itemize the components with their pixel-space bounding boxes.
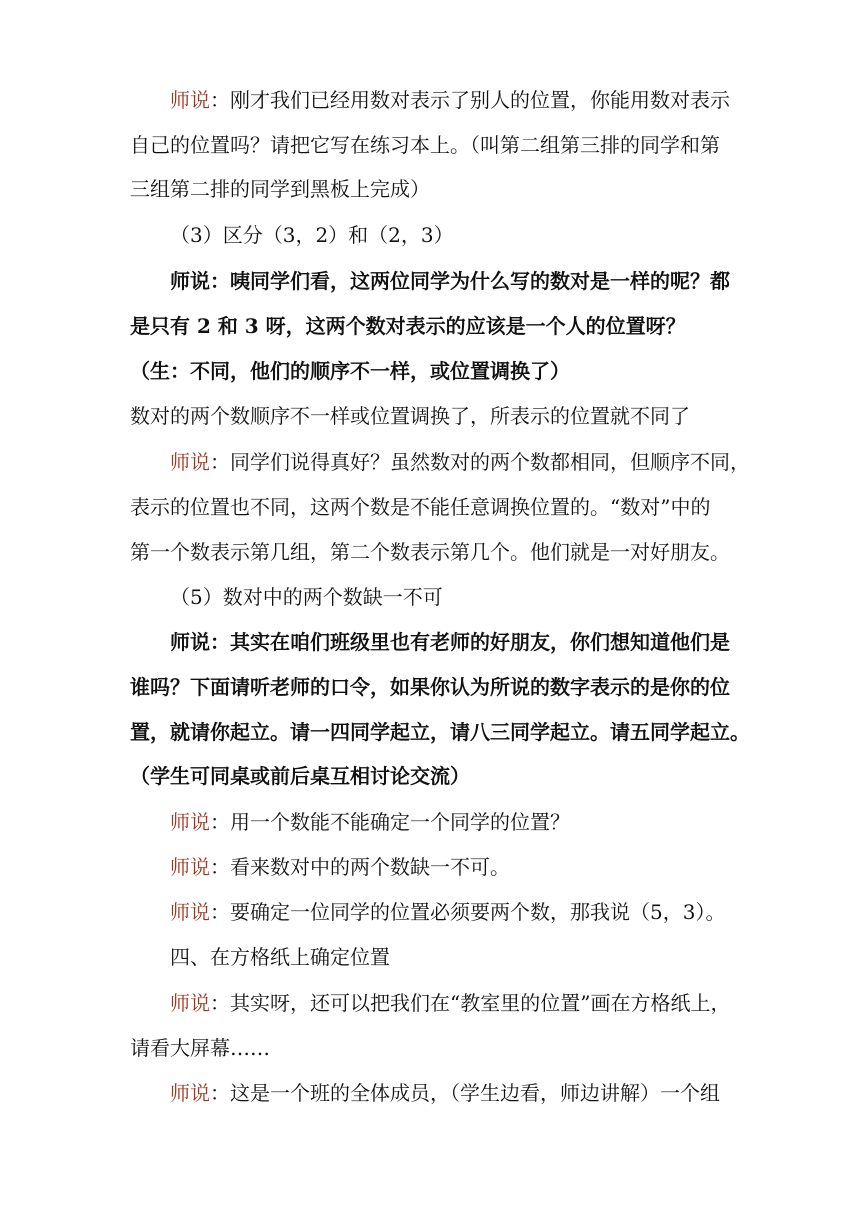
- paragraph-line: [170, 86, 730, 114]
- paragraph-line: 师说：咦同学们看，这两位同学为什么写的数对是一样的呢？都: [170, 269, 730, 293]
- paragraph-line: [170, 853, 510, 881]
- section-heading: （5）数对中的两个数缺一不可: [170, 585, 443, 609]
- paragraph-line: 数对的两个数顺序不一样或位置调换了，所表示的位置就不同了: [130, 404, 690, 428]
- paragraph-line: 是只有 2 和 3 呀，这两个数对表示的应该是一个人的位置呀？: [130, 314, 686, 338]
- paragraph-text: 同学们说得真好？虽然数对的两个数都相同，但顺序不同，: [230, 450, 750, 474]
- colon: ：: [210, 88, 230, 112]
- paragraph-line: 请看大屏幕……: [130, 1036, 270, 1060]
- paragraph-line: [170, 989, 730, 1017]
- colon: ：: [210, 810, 230, 834]
- colon: ：: [210, 450, 230, 474]
- speaker-label: 师说: [170, 1081, 210, 1105]
- paragraph-text: 这是一个班的全体成员，（学生边看，师边讲解）一个组: [230, 1081, 720, 1105]
- colon: ：: [210, 855, 230, 879]
- paragraph-text: 刚才我们已经用数对表示了别人的位置，你能用数对表示: [230, 88, 730, 112]
- paragraph-line: 自己的位置吗？请把它写在练习本上。（叫第二组第三排的同学和第: [130, 133, 720, 157]
- paragraph-line: [170, 808, 570, 836]
- paragraph-text: 要确定一位同学的位置必须要两个数，那我说（5，3）。: [230, 900, 726, 924]
- section-heading: （3）区分（3，2）和（2，3）: [170, 223, 454, 247]
- section-heading: 四、在方格纸上确定位置: [170, 945, 390, 969]
- speaker-label: 师说: [170, 88, 210, 112]
- paragraph-line: 谁吗？下面请听老师的口令，如果你认为所说的数字表示的是你的位: [130, 675, 730, 699]
- paragraph-line: [170, 898, 725, 926]
- speaker-label: 师说: [170, 991, 210, 1015]
- paragraph-line: 师说：其实在咱们班级里也有老师的好朋友，你们想知道他们是: [170, 630, 730, 654]
- colon: ：: [210, 991, 230, 1015]
- paragraph-text: 用一个数能不能确定一个同学的位置？: [230, 810, 570, 834]
- colon: ：: [210, 1081, 230, 1105]
- paragraph-line: （学生可同桌或前后桌互相讨论交流）: [130, 764, 470, 788]
- paragraph-line: 三组第二排的同学到黑板上完成）: [130, 177, 430, 201]
- paragraph-line: [170, 448, 750, 476]
- paragraph-line: 置，就请你起立。请一四同学起立，请八三同学起立。请五同学起立。: [130, 720, 750, 744]
- speaker-label: 师说: [170, 450, 210, 474]
- paragraph-text: 其实呀，还可以把我们在“教室里的位置”画在方格纸上，: [230, 991, 731, 1015]
- paragraph-line: 第一个数表示第几组，第二个数表示第几个。他们就是一对好朋友。: [130, 540, 730, 564]
- speaker-label: 师说: [170, 900, 210, 924]
- paragraph-text: 看来数对中的两个数缺一不可。: [230, 855, 510, 879]
- colon: ：: [210, 900, 230, 924]
- speaker-label: 师说: [170, 855, 210, 879]
- paragraph-line: 表示的位置也不同，这两个数是不能任意调换位置的。“数对”中的: [130, 495, 711, 519]
- paragraph-line: [170, 1079, 720, 1107]
- paragraph-line: （生：不同，他们的顺序不一样，或位置调换了）: [130, 359, 570, 383]
- speaker-label: 师说: [170, 810, 210, 834]
